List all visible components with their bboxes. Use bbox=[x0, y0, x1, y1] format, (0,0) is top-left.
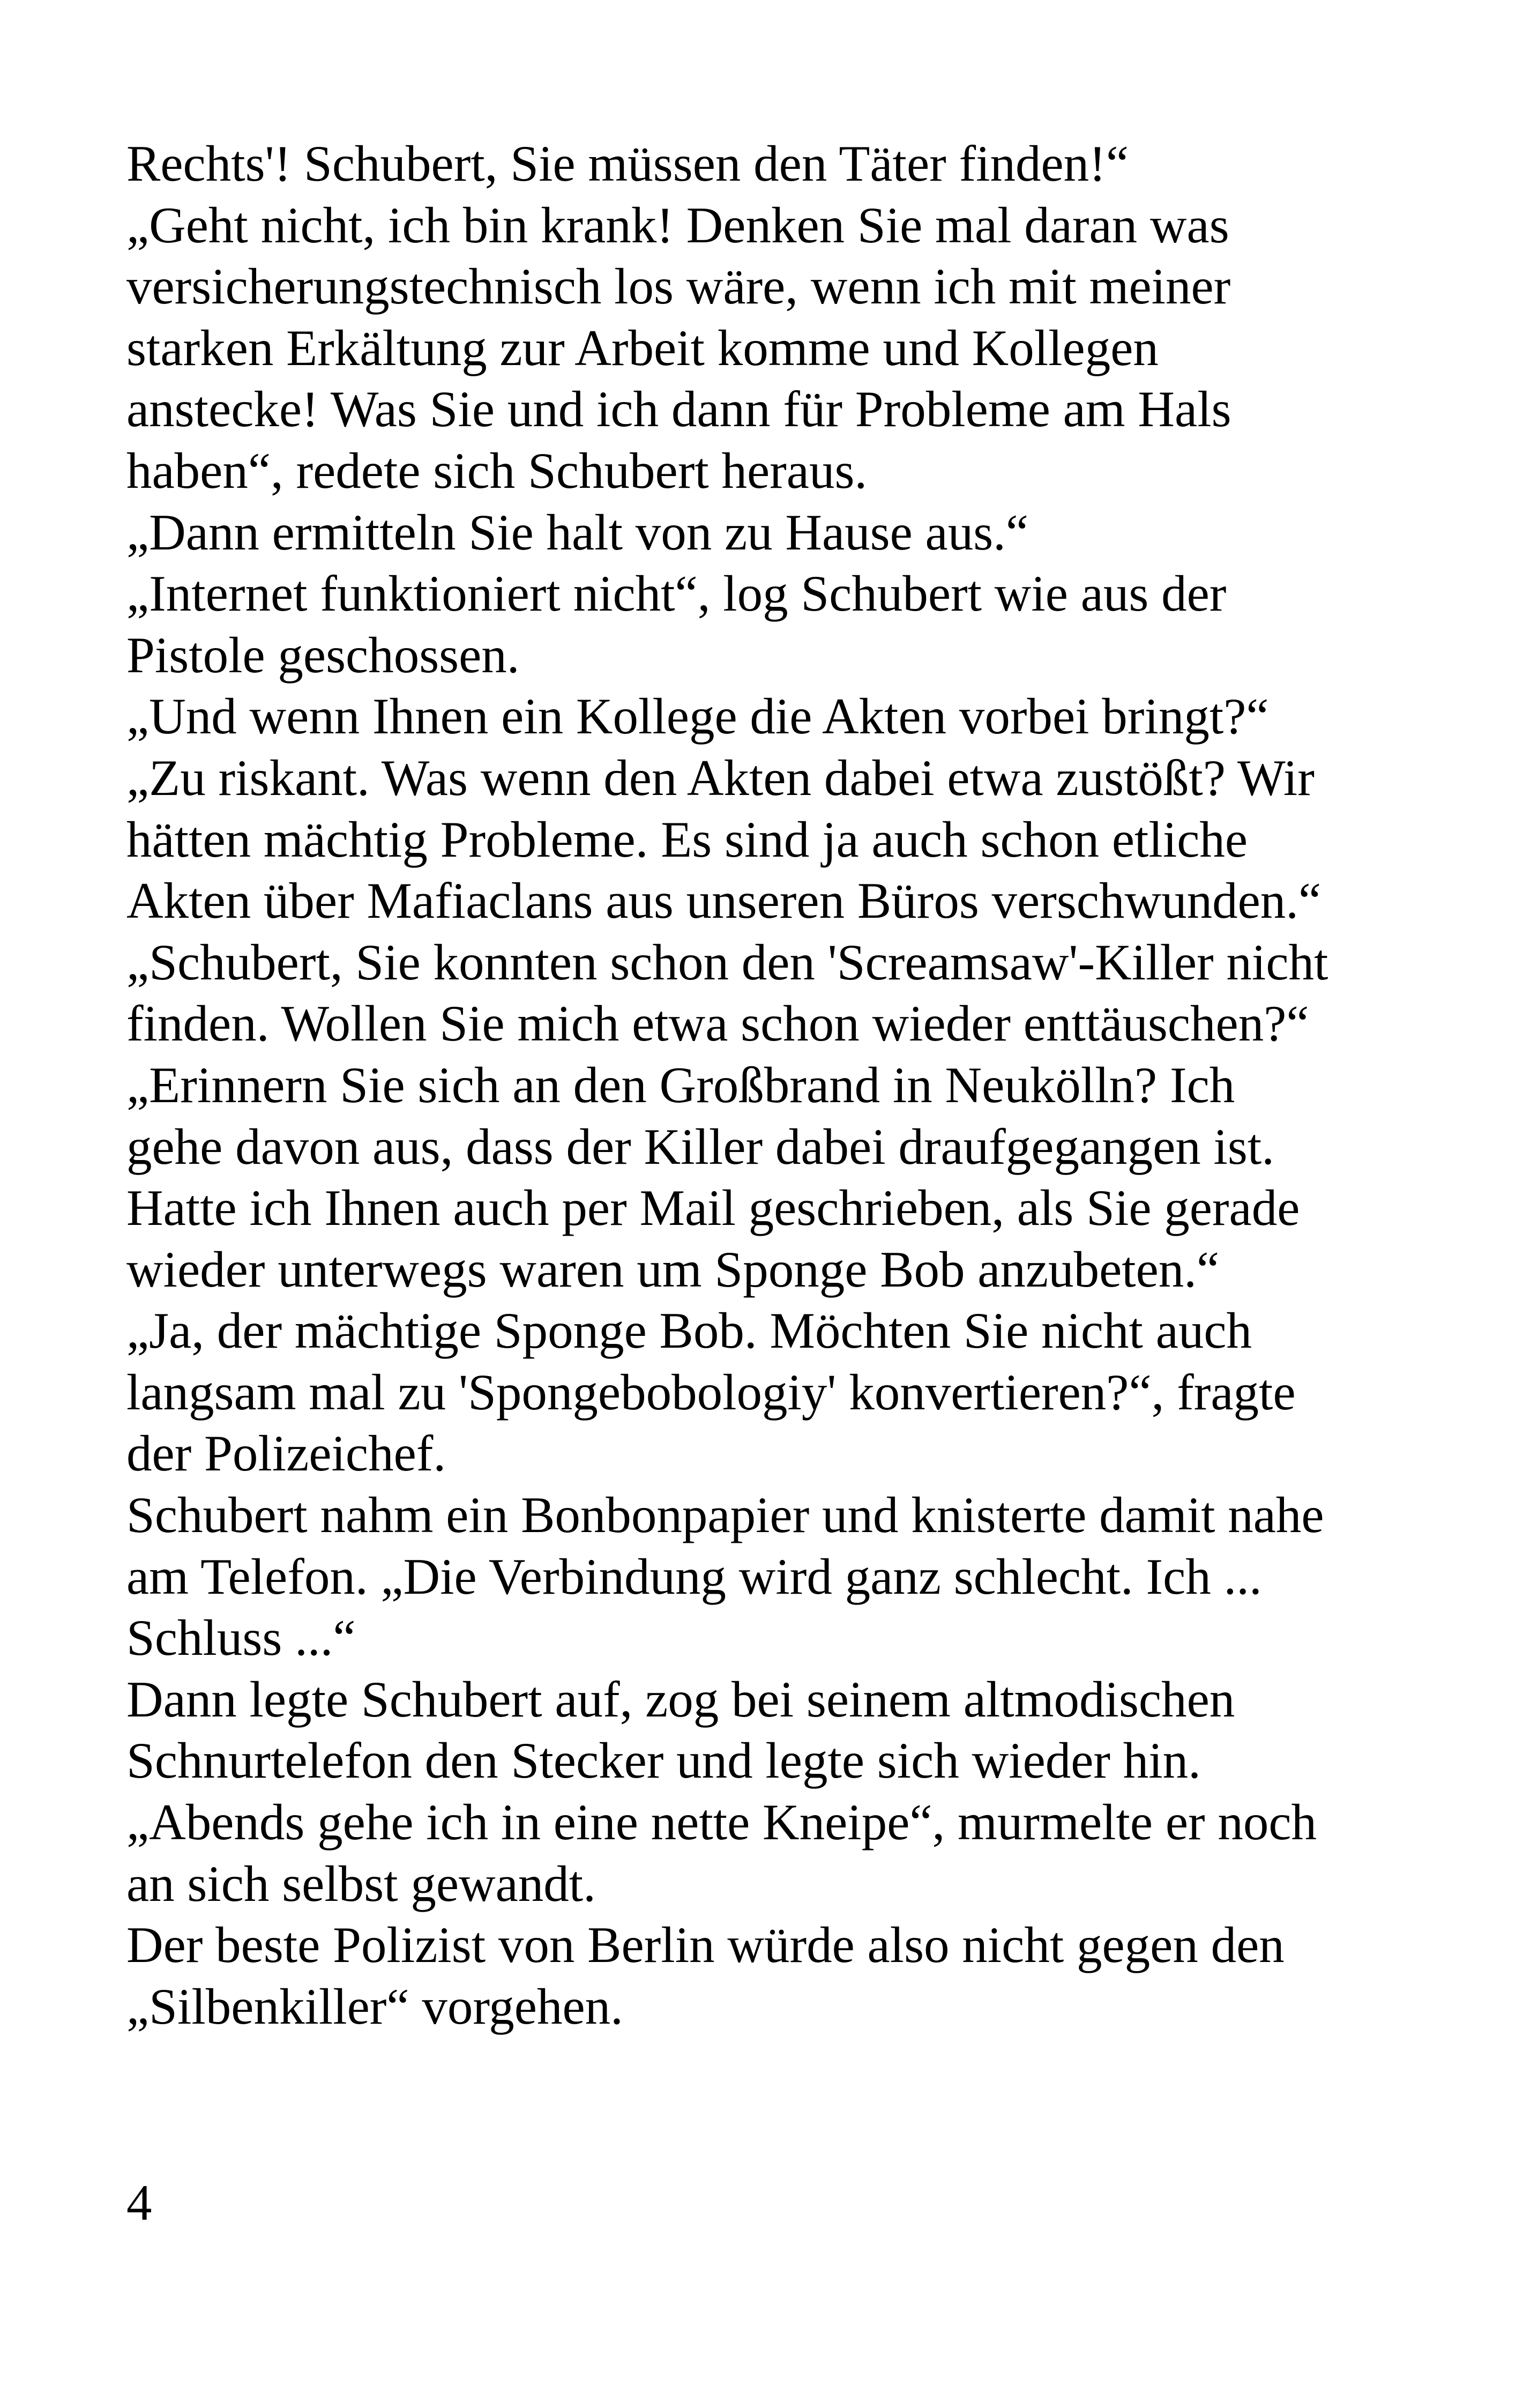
text-line: Rechts'! Schubert, Sie müssen den Täter finden!“ bbox=[126, 135, 1129, 192]
text-line: Akten über Mafiaclans aus unseren Büros verschwunden.“ bbox=[126, 872, 1322, 930]
text-line: haben“, redete sich Schubert heraus. bbox=[126, 442, 868, 499]
text-line: Dann legte Schubert auf, zog bei seinem altmodischen bbox=[126, 1670, 1235, 1728]
text-line: „Und wenn Ihnen ein Kollege die Akten vorbei bringt?“ bbox=[126, 688, 1269, 745]
text-line: „Geht nicht, ich bin krank! Denken Sie mal daran was bbox=[126, 196, 1229, 254]
text-line: „Schubert, Sie konnten schon den 'Screamsaw'-Killer nicht bbox=[126, 933, 1328, 991]
text-line: wieder unterwegs waren um Sponge Bob anzubeten.“ bbox=[126, 1240, 1220, 1298]
text-line: Hatte ich Ihnen auch per Mail geschrieben, als Sie gerade bbox=[126, 1179, 1300, 1237]
text-line: Schubert nahm ein Bonbonpapier und knisterte damit nahe bbox=[126, 1487, 1324, 1544]
text-line: gehe davon aus, dass der Killer dabei draufgegangen ist. bbox=[126, 1118, 1275, 1175]
text-line: Der beste Polizist von Berlin würde also nicht gegen den bbox=[126, 1916, 1285, 1974]
page-number: 4 bbox=[126, 2174, 152, 2231]
text-line: Schluss ...“ bbox=[126, 1609, 356, 1667]
text-line: versicherungstechnisch los wäre, wenn ich mit meiner bbox=[126, 258, 1231, 315]
text-line: „Ja, der mächtige Sponge Bob. Möchten Sie nicht auch bbox=[126, 1302, 1252, 1359]
text-line: „Erinnern Sie sich an den Großbrand in Neukölln? Ich bbox=[126, 1056, 1235, 1113]
text-line: an sich selbst gewandt. bbox=[126, 1855, 596, 1912]
text-line: starken Erkältung zur Arbeit komme und Kollegen bbox=[126, 319, 1159, 376]
text-line: „Silbenkiller“ vorgehen. bbox=[126, 1978, 623, 2035]
text-line: Pistole geschossen. bbox=[126, 626, 520, 683]
text-line: am Telefon. „Die Verbindung wird ganz schlecht. Ich ... bbox=[126, 1548, 1262, 1605]
text-line: hätten mächtig Probleme. Es sind ja auch schon etliche bbox=[126, 811, 1248, 868]
text-line: „Dann ermitteln Sie halt von zu Hause aus.“ bbox=[126, 503, 1029, 561]
text-line: der Polizeichef. bbox=[126, 1425, 446, 1482]
text-line: finden. Wollen Sie mich etwa schon wieder enttäuschen?“ bbox=[126, 995, 1309, 1052]
text-line: langsam mal zu 'Spongebobologiy' konvertieren?“, fragte bbox=[126, 1363, 1296, 1421]
text-line: „Zu riskant. Was wenn den Akten dabei etwa zustößt? Wir bbox=[126, 749, 1315, 806]
body-text bbox=[126, 133, 1466, 2037]
text-line: Schnurtelefon den Stecker und legte sich wieder hin. bbox=[126, 1732, 1201, 1789]
text-line: anstecke! Was Sie und ich dann für Probleme am Hals bbox=[126, 381, 1231, 438]
text-line: „Abends gehe ich in eine nette Kneipe“, murmelte er noch bbox=[126, 1794, 1317, 1851]
text-line: „Internet funktioniert nicht“, log Schubert wie aus der bbox=[126, 565, 1227, 622]
